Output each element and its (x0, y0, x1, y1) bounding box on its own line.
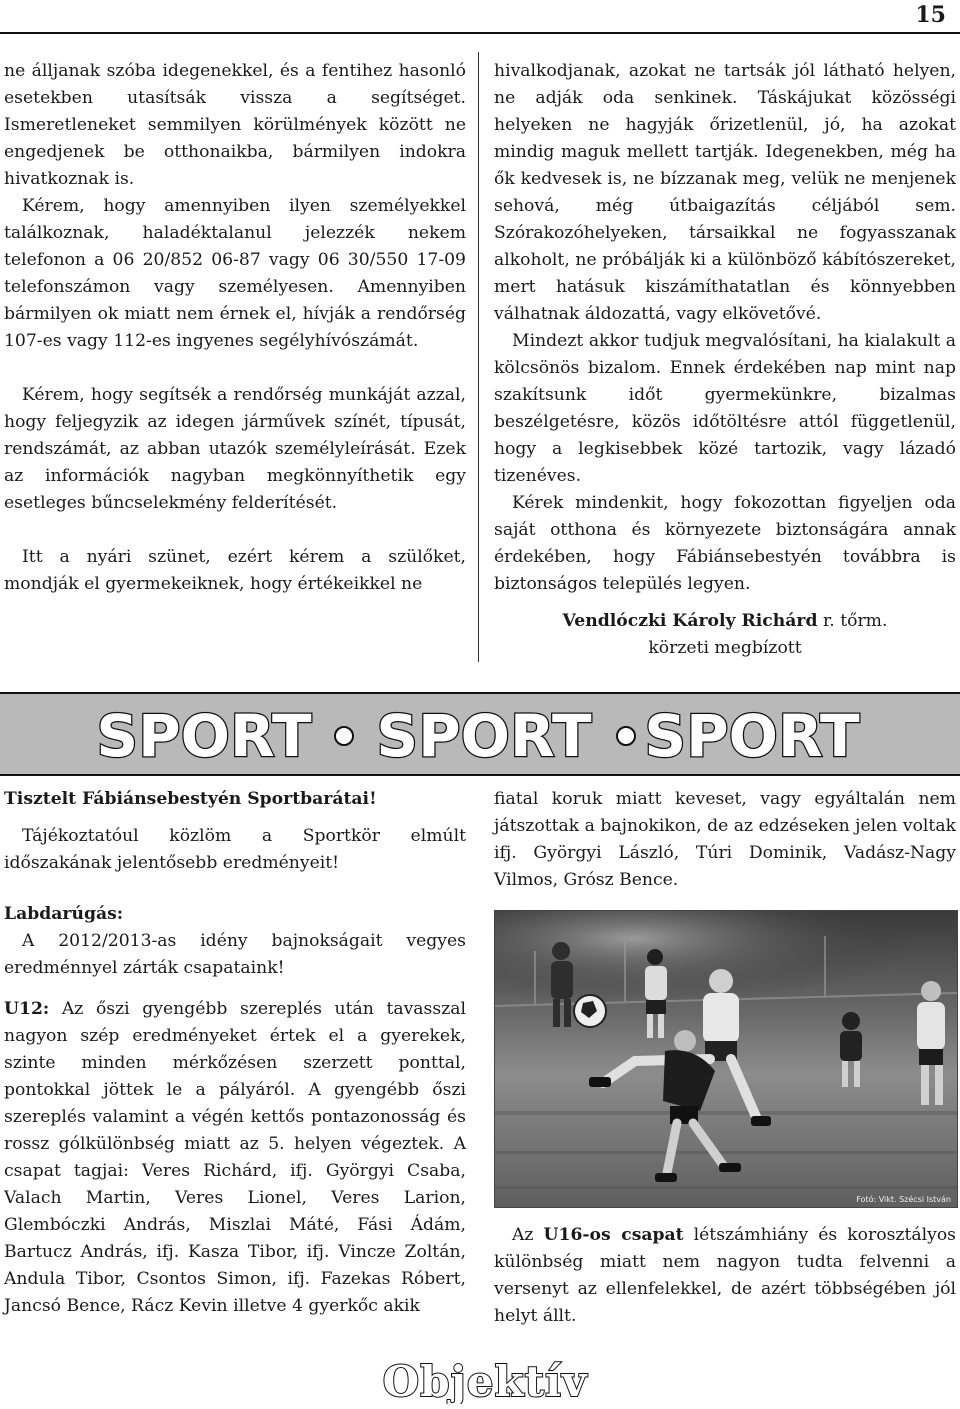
paragraph: Kérek mindenkit, hogy fokozottan figyeljen oda saját otthona és környezete biztonságára annak érdekében, hogy Fábiánsebestyén továbbra is biztonságos település legyen. (494, 493, 956, 594)
paragraph: fiatal koruk miatt keveset, vagy egyáltalán nem játszottak a bajnokikon, de az edzéseken jelen voltak ifj. Györgyi László, Túri Dominik, Vadász-Nagy Vilmos, Grósz Bence. (494, 789, 956, 890)
team-label: U12: (4, 999, 50, 1019)
police-article-right-column (494, 58, 956, 662)
signature-title: körzeti megbízott (648, 638, 802, 658)
sport-article-right-column (494, 786, 956, 894)
team-text: Az őszi gyengébb szereplés után tavasszal nagyon szép eredményeket értek el a gyerekek, szinte minden mérkőzésen szerzett ponttal, pontokkal jöttek le a pályáról. A gyengébb őszi szereplés valamint a végén kettős pontazonosság és rossz gólkülönbség miatt az 5. helyen végeztek. A csapat tagjai: Veres Richárd, ifj. Györgyi Csaba, Valach Martin, Veres Lionel, Veres Larion, Glembóczki András, Miszlai Máté, Fási Ádám, Bartucz András, ifj. Kasza Tibor, ifj. Vincze Zoltán, Andula Tibor, Csontos Simon, ifj. Fazekas Róbert, Jancsó Bence, Rácz Kevin illetve 4 gyerkőc akik (4, 999, 466, 1316)
sport-word: SPORT (96, 702, 312, 770)
bullet-dot (617, 727, 635, 745)
paragraph: Kérem, hogy segítsék a rendőrség munkáját azzal, hogy feljegyzik az idegen járművek színét, típusát, rendszámát, az abban utazók személyleírását. Ezek az információk nagyban megkönnyíthetik egy esetleges bűncselekmény felderítését. (4, 385, 466, 513)
sport-article-right-column-lower (494, 1222, 956, 1330)
sport-word: SPORT (644, 702, 860, 770)
paragraph: Kérem, hogy amennyiben ilyen személyekkel találkoznak, haladéktalanul jelezzék nekem telefonon a 06 20/852 06-87 vagy 06 30/550 17-09 telefonszámon vagy személyesen. Amennyiben bármilyen ok miatt nem érnek el, hívják a rendőrség 107-es vagy 112-es ingyenes segélyhívószámát. (4, 196, 466, 351)
logo-text: Objektív (382, 1357, 588, 1404)
sport-banner (0, 692, 960, 776)
photo-credit: Fotó: Vikt. Szécsi István (856, 1195, 951, 1204)
sport-word: SPORT (376, 702, 592, 770)
objektiv-logo (360, 1354, 610, 1404)
section-title: Labdarúgás: (4, 904, 124, 924)
greeting: Tisztelt Fábiánsebestyén Sportbarátai! (4, 789, 377, 809)
team-text: létszámhiány és korosztályos különbség miatt nem nagyon tudta felvenni a versenyt az ellenfelekkel, de azért többségében jól helyt állt. (494, 1225, 956, 1326)
paragraph: Az U16-os csapat létszámhiány és korosztályos különbség miatt nem nagyon tudta felvenni a versenyt az ellenfelekkel, de azért többségében jól helyt állt. (494, 1225, 956, 1326)
page-number: 15 (915, 2, 946, 28)
paragraph: Mindezt akkor tudjuk megvalósítani, ha kialakult a kölcsönös bizalom. Ennek érdekében nap mint nap szakítsunk időt gyermekünkre, bizalmas beszélgetésre, közös időtöltésre attól függetlenül, hogy a legkisebbek közé tartozik, vagy lázadó tizenéves. (494, 331, 956, 486)
signature (494, 608, 956, 662)
signature-name: Vendlóczki Károly Richárd (562, 611, 818, 631)
police-article-left-column (4, 58, 466, 598)
sport-article-left-column (4, 786, 466, 1320)
paragraph: Itt a nyári szünet, ezért kérem a szülőket, mondják el gyermekeiknek, hogy értékeikkel ne (4, 547, 466, 594)
paragraph: hivalkodjanak, azokat ne tartsák jól látható helyen, ne adják oda senkinek. Táskájukat közösségi helyeken ne hagyják őrizetlenül, jó, ha azokat mindig maguk mellett tartják. Idegenekben, még ha ők kedvesek is, ne bízzanak meg, velük ne menjenek sehová, még útbaigazítás céljából sem. Szórakozóhelyeken, társaikkal ne fogyasszanak alkoholt, ne próbálják ki a különböző kábítószereket, mert hatásuk kiszámíthatatlan és könnyebben válhatnak áldozattá, vagy elkövetővé. (494, 61, 956, 324)
signature-rank: r. tőrm. (817, 611, 888, 631)
column-divider (478, 52, 479, 662)
football-photo (494, 910, 958, 1208)
paragraph: ne álljanak szóba idegenekkel, és a fentihez hasonló esetekben utasítsák vissza a segítséget. Ismeretleneket semmilyen körülmények között ne engedjenek be otthonaikba, bármilyen indokra hivatkoznak is. (4, 61, 466, 189)
paragraph: Tájékoztatóul közlöm a Sportkör elmúlt időszakának jelentősebb eredményeit! (4, 826, 466, 873)
header-rule (0, 32, 960, 34)
paragraph: A 2012/2013-as idény bajnokságait vegyes eredménnyel zárták csapataink! (4, 931, 466, 978)
bullet-dot (335, 727, 353, 745)
paragraph (4, 996, 466, 1320)
team-label: U16-os csapat (543, 1225, 684, 1245)
